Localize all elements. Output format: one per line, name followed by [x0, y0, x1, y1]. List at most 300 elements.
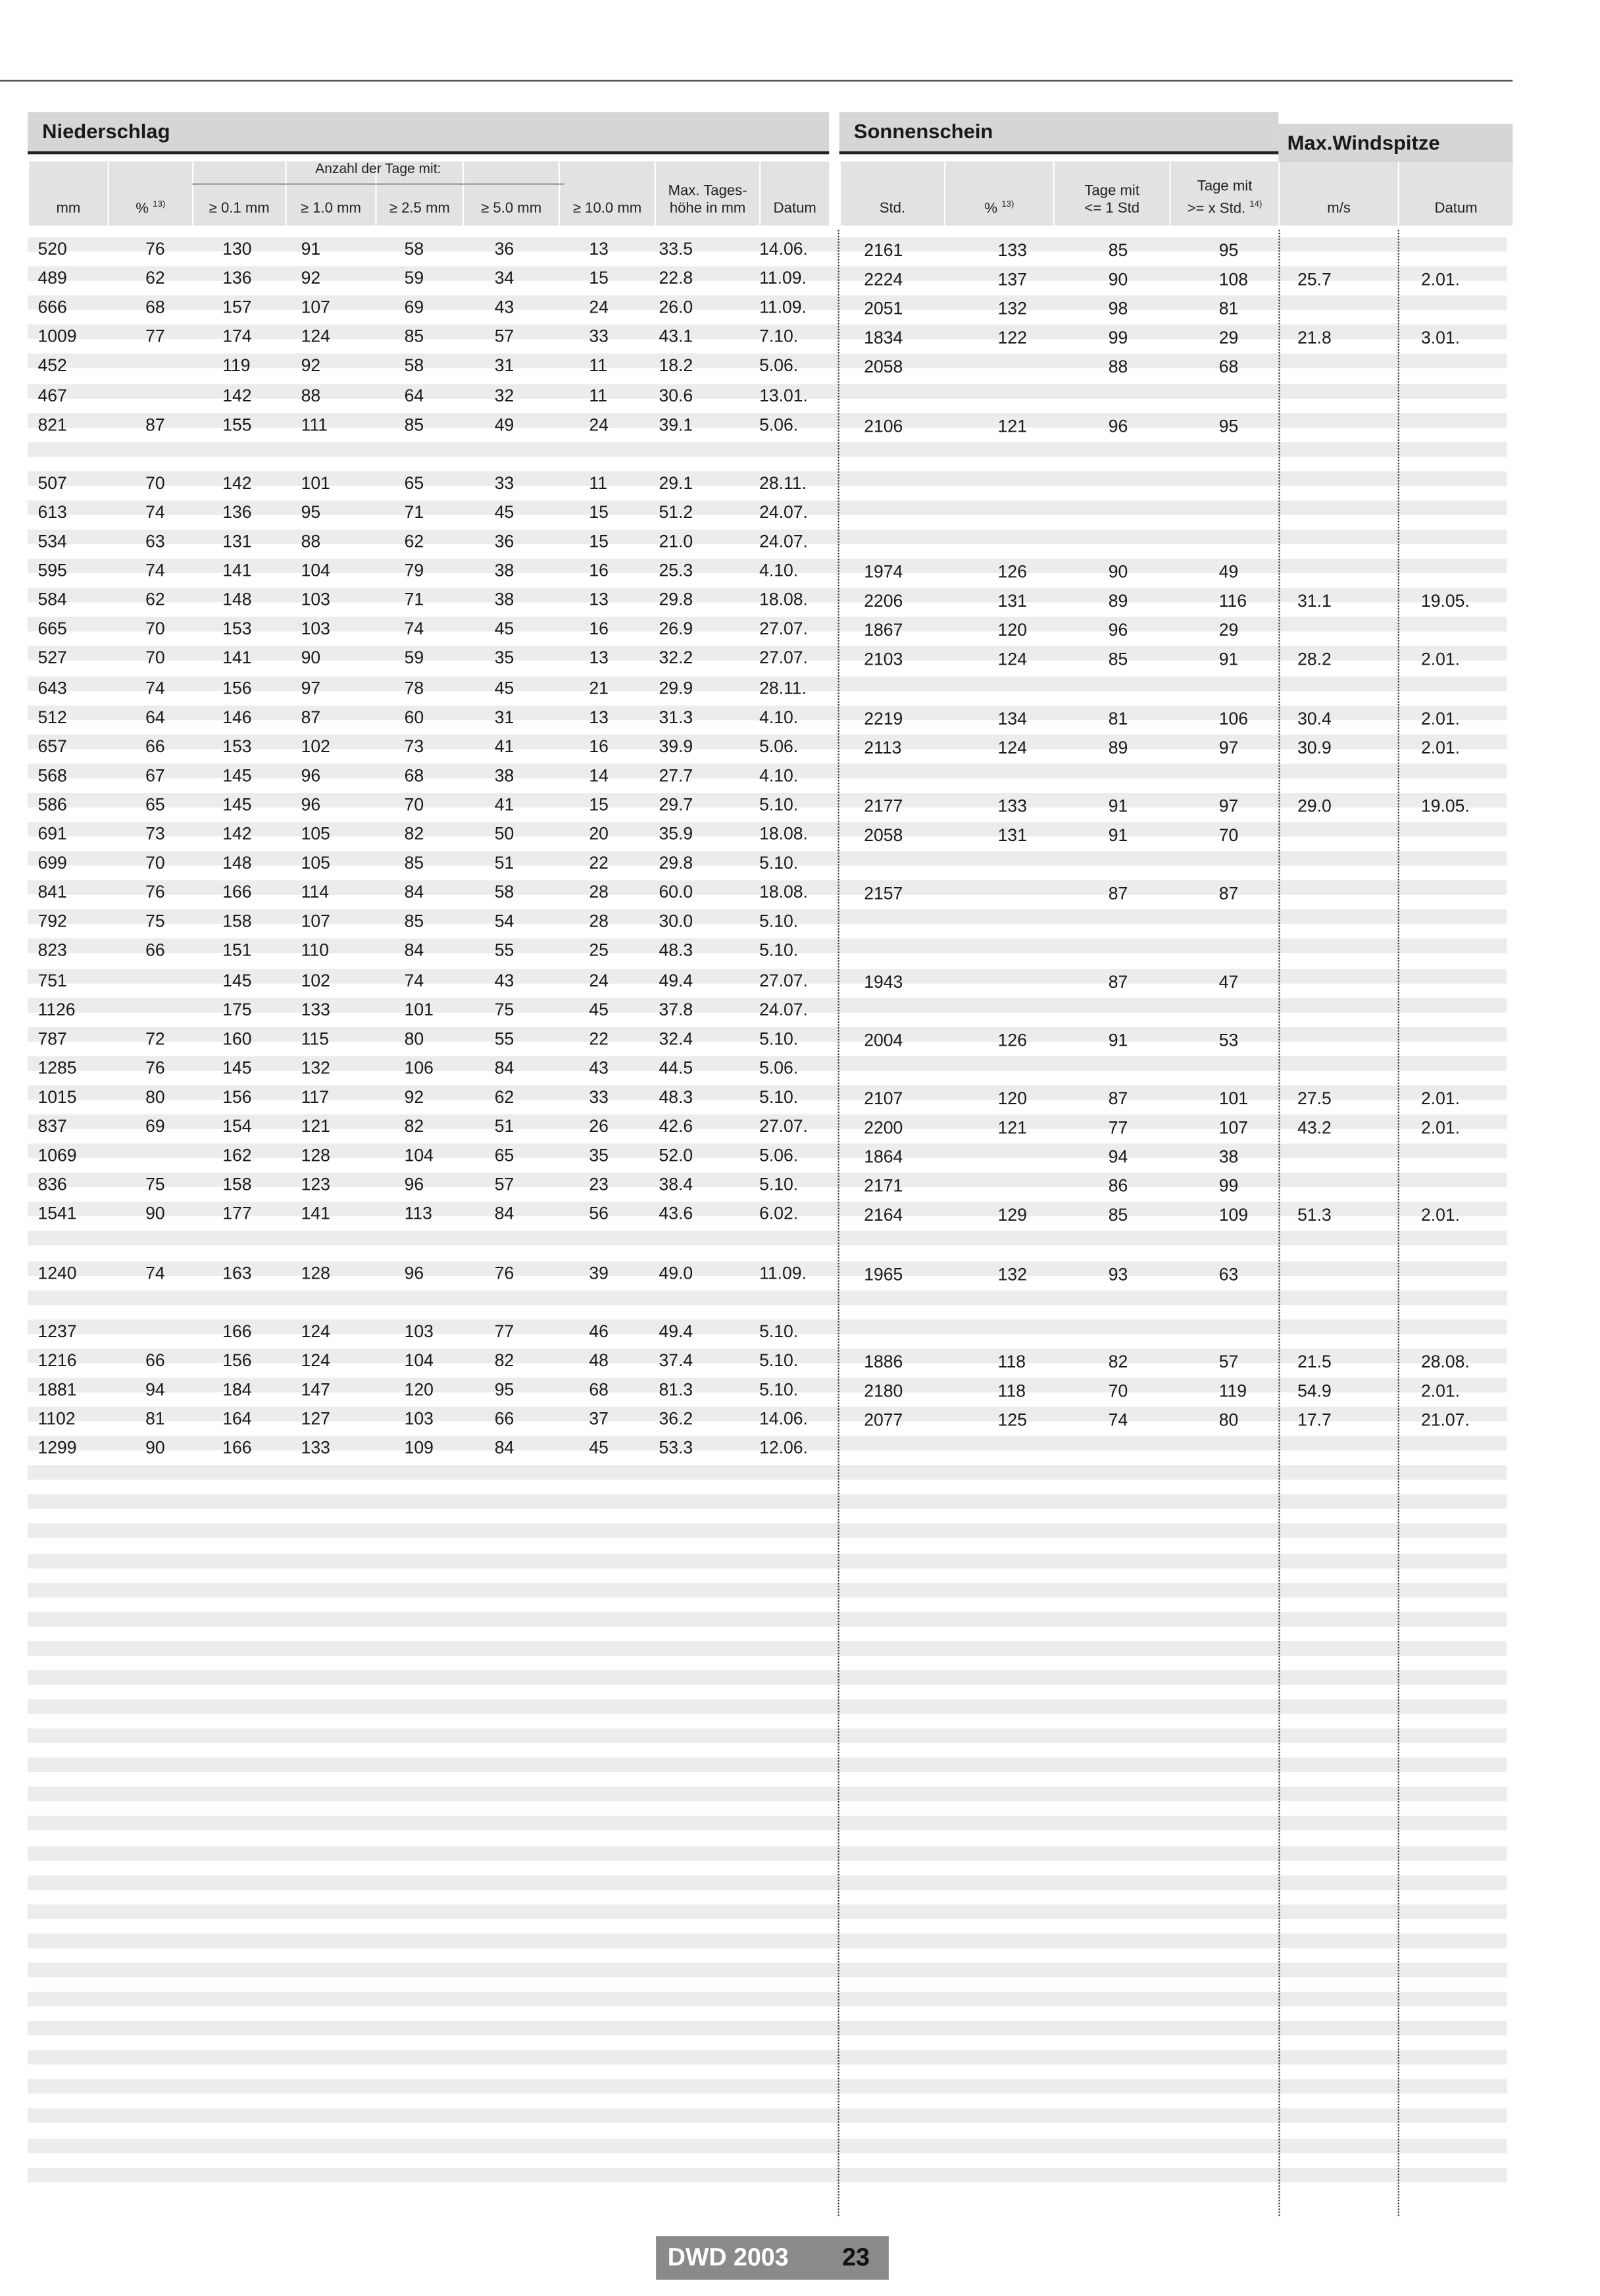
row-stripe [28, 442, 1507, 456]
cell-std: 2106 [864, 415, 903, 436]
cell-d100: 20 [589, 823, 609, 844]
cell-d50: 84 [494, 1204, 514, 1225]
header-d01: ≥ 0.1 mm [192, 161, 285, 225]
cell-d50: 57 [494, 1174, 514, 1195]
cell-ms: 31.1 [1297, 591, 1332, 611]
cell-t1: 91 [1108, 825, 1128, 846]
cell-std: 1886 [864, 1351, 903, 1372]
row-stripe [28, 1466, 1507, 1480]
cell-datum: 27.07. [759, 969, 808, 990]
cell-datum: 11.09. [759, 268, 807, 288]
cell-wdatum: 2.01. [1421, 1088, 1461, 1109]
row-stripe [28, 1524, 1507, 1539]
cell-t1: 87 [1108, 971, 1128, 992]
cell-pct: 66 [145, 940, 165, 961]
cell-d25: 73 [404, 736, 424, 756]
cell-d10: 133 [301, 998, 330, 1019]
cell-d50: 45 [494, 619, 514, 640]
cell-d50: 58 [494, 882, 514, 903]
cell-d25: 85 [404, 326, 424, 347]
cell-spct: 122 [997, 328, 1027, 349]
cell-d50: 49 [494, 414, 514, 435]
row-stripe [28, 2079, 1507, 2094]
cell-t1: 87 [1108, 1088, 1128, 1109]
cell-d10: 123 [301, 1174, 330, 1195]
cell-pct: 63 [145, 530, 165, 551]
cell-mm: 1102 [38, 1408, 76, 1429]
cell-wdatum: 2.01. [1421, 269, 1461, 290]
cell-max: 39.9 [659, 736, 693, 756]
cell-d25: 96 [404, 1262, 424, 1283]
cell-d01: 174 [222, 326, 252, 347]
top-rule [0, 80, 1512, 82]
cell-d01: 153 [222, 736, 252, 756]
cell-mm: 613 [38, 501, 67, 523]
cell-max: 49.4 [659, 1320, 693, 1341]
cell-std: 2180 [864, 1380, 903, 1401]
cell-d01: 136 [222, 501, 252, 523]
cell-std: 2224 [864, 269, 903, 290]
cell-t2: 97 [1218, 796, 1239, 817]
cell-t2: 29 [1218, 620, 1239, 641]
cell-d50: 76 [494, 1262, 514, 1283]
cell-std: 2058 [864, 825, 903, 846]
cell-t2: 68 [1218, 357, 1239, 378]
cell-ms: 21.8 [1297, 328, 1332, 349]
header-group-anzahl: Anzahl der Tage mit: [315, 161, 441, 178]
cell-d10: 111 [301, 414, 328, 435]
cell-d25: 82 [404, 1115, 424, 1136]
cell-d01: 184 [222, 1379, 252, 1400]
cell-ms: 29.0 [1297, 796, 1332, 817]
cell-datum: 14.06. [759, 1408, 808, 1429]
cell-datum: 5.10. [759, 1086, 799, 1108]
cell-t1: 87 [1108, 883, 1128, 904]
cell-d50: 45 [494, 501, 514, 523]
cell-max: 37.4 [659, 1350, 693, 1371]
cell-datum: 13.01. [759, 384, 808, 405]
cell-mm: 691 [38, 823, 67, 844]
cell-d10: 117 [301, 1086, 329, 1108]
cell-t1: 81 [1108, 707, 1128, 728]
row-stripe [28, 1933, 1507, 1948]
cell-t1: 99 [1108, 328, 1128, 349]
cell-mm: 1240 [38, 1262, 77, 1283]
cell-max: 43.1 [659, 326, 693, 347]
section-title-sonnenschein: Sonnenschein [853, 119, 993, 143]
cell-t1: 82 [1108, 1351, 1128, 1372]
row-stripe [28, 1553, 1507, 1568]
cell-t2: 95 [1218, 415, 1239, 436]
cell-max: 29.8 [659, 852, 693, 873]
cell-datum: 4.10. [759, 706, 799, 727]
cell-max: 29.9 [659, 677, 693, 698]
cell-d100: 13 [589, 706, 609, 727]
cell-d25: 82 [404, 823, 424, 844]
header-tage-minx: Tage mit >= x Std. $^{14)}$ [1170, 161, 1279, 225]
cell-spct: 120 [997, 620, 1027, 641]
row-stripe [28, 1787, 1507, 1802]
cell-d50: 43 [494, 969, 514, 990]
cell-t2: 87 [1218, 883, 1239, 904]
cell-std: 2077 [864, 1410, 903, 1431]
cell-std: 2206 [864, 591, 903, 611]
cell-pct: 73 [145, 823, 165, 844]
cell-max: 36.2 [659, 1408, 693, 1429]
cell-d25: 79 [404, 560, 424, 581]
cell-d10: 128 [301, 1145, 330, 1166]
cell-d50: 62 [494, 1086, 514, 1108]
row-stripe [28, 1641, 1507, 1655]
cell-max: 26.0 [659, 297, 693, 318]
cell-max: 29.8 [659, 589, 693, 610]
cell-d01: 163 [222, 1262, 252, 1283]
cell-datum: 18.08. [759, 589, 808, 610]
row-stripe [28, 1992, 1507, 2006]
cell-d100: 13 [589, 648, 609, 669]
cell-d100: 56 [589, 1204, 609, 1225]
cell-d01: 156 [222, 1350, 252, 1371]
cell-d25: 85 [404, 414, 424, 435]
cell-datum: 6.02. [759, 1204, 799, 1225]
cell-t1: 98 [1108, 298, 1128, 319]
cell-spct: 124 [997, 737, 1027, 758]
cell-d100: 33 [589, 326, 609, 347]
cell-d01: 119 [222, 355, 251, 376]
separator-wind-datum [1398, 230, 1399, 2216]
header-max: Max. Tages- höhe in mm [655, 161, 759, 225]
cell-wdatum: 19.05. [1421, 591, 1470, 611]
row-stripe [28, 1494, 1507, 1509]
cell-d01: 156 [222, 1086, 252, 1108]
cell-mm: 1285 [38, 1057, 77, 1078]
cell-d25: 104 [404, 1350, 434, 1371]
cell-datum: 5.06. [759, 355, 799, 376]
cell-max: 30.6 [659, 384, 693, 405]
cell-d50: 54 [494, 911, 514, 932]
cell-d10: 104 [301, 560, 330, 581]
cell-pct: 76 [145, 238, 165, 259]
cell-t2: 108 [1218, 269, 1249, 290]
cell-d50: 45 [494, 677, 514, 698]
cell-ms: 51.3 [1297, 1205, 1332, 1226]
cell-max: 37.8 [659, 998, 693, 1019]
cell-spct: 124 [997, 649, 1027, 670]
cell-mm: 657 [38, 736, 67, 756]
cell-d10: 127 [301, 1408, 330, 1429]
cell-ms: 54.9 [1297, 1380, 1332, 1401]
cell-datum: 18.08. [759, 882, 808, 903]
cell-d100: 68 [589, 1379, 609, 1400]
cell-d25: 106 [404, 1057, 434, 1078]
cell-mm: 1299 [38, 1437, 77, 1458]
cell-ms: 30.4 [1297, 707, 1332, 728]
cell-spct: 126 [997, 561, 1027, 582]
cell-d01: 158 [222, 1174, 252, 1195]
cell-d01: 164 [222, 1408, 252, 1429]
cell-mm: 1881 [38, 1379, 77, 1400]
row-stripe [28, 2021, 1507, 2035]
cell-d25: 59 [404, 648, 424, 669]
cell-std: 2004 [864, 1029, 903, 1050]
cell-d01: 154 [222, 1115, 252, 1136]
cell-d100: 45 [589, 1437, 609, 1458]
cell-d10: 96 [301, 765, 321, 786]
row-stripe [28, 2051, 1507, 2065]
cell-wdatum: 21.07. [1421, 1410, 1470, 1431]
cell-t1: 91 [1108, 796, 1128, 817]
cell-d100: 28 [589, 882, 609, 903]
cell-pct: 74 [145, 560, 165, 581]
cell-d10: 124 [301, 1350, 330, 1371]
separator-sonnenschein [838, 230, 839, 2216]
cell-d10: 92 [301, 355, 321, 376]
cell-mm: 751 [38, 969, 67, 990]
separator-windspitze [1278, 230, 1280, 2216]
cell-spct: 121 [997, 415, 1027, 436]
cell-d10: 96 [301, 794, 321, 815]
cell-pct: 90 [145, 1437, 165, 1458]
cell-d10: 115 [301, 1028, 329, 1049]
cell-pct: 80 [145, 1086, 165, 1108]
cell-datum: 5.10. [759, 1379, 799, 1400]
cell-t1: 85 [1108, 240, 1128, 261]
cell-d01: 142 [222, 384, 252, 405]
cell-datum: 14.06. [759, 238, 808, 259]
cell-d01: 130 [222, 238, 252, 259]
section-title-windspitze: Max.Windspitze [1287, 130, 1440, 155]
cell-t2: 109 [1218, 1205, 1249, 1226]
cell-d10: 107 [301, 911, 330, 932]
cell-d25: 64 [404, 384, 424, 405]
cell-spct: 132 [997, 1263, 1027, 1285]
cell-pct: 67 [145, 765, 165, 786]
cell-t2: 107 [1218, 1117, 1249, 1138]
header-pct-sonnenschein: % $^{13)}$ [944, 161, 1053, 225]
cell-d01: 145 [222, 794, 252, 815]
row-stripe [28, 1904, 1507, 1918]
cell-t1: 96 [1108, 415, 1128, 436]
cell-d50: 57 [494, 326, 514, 347]
cell-d50: 84 [494, 1437, 514, 1458]
cell-wdatum: 2.01. [1421, 1205, 1461, 1226]
cell-d25: 78 [404, 677, 424, 698]
cell-t2: 53 [1218, 1029, 1239, 1050]
cell-std: 1864 [864, 1146, 903, 1167]
cell-std: 2171 [864, 1175, 903, 1196]
cell-datum: 18.08. [759, 823, 808, 844]
cell-pct: 81 [145, 1408, 165, 1429]
cell-datum: 5.10. [759, 852, 799, 873]
cell-d50: 41 [494, 736, 514, 756]
cell-spct: 118 [997, 1351, 1026, 1372]
cell-pct: 65 [145, 794, 165, 815]
cell-std: 2103 [864, 649, 903, 670]
cell-d10: 107 [301, 297, 330, 318]
cell-d50: 36 [494, 530, 514, 551]
cell-spct: 118 [997, 1380, 1026, 1401]
cell-max: 52.0 [659, 1145, 693, 1166]
cell-max: 38.4 [659, 1174, 693, 1195]
cell-t2: 101 [1218, 1088, 1249, 1109]
cell-mm: 823 [38, 940, 67, 961]
cell-mm: 699 [38, 852, 67, 873]
cell-std: 1943 [864, 971, 903, 992]
cell-d100: 48 [589, 1350, 609, 1371]
section-bar-sonnenschein [839, 112, 1279, 154]
cell-mm: 1015 [38, 1086, 77, 1108]
cell-datum: 4.10. [759, 765, 799, 786]
cell-t2: 116 [1218, 591, 1247, 611]
cell-max: 48.3 [659, 1086, 693, 1108]
cell-t1: 70 [1108, 1380, 1128, 1401]
cell-mm: 821 [38, 414, 67, 435]
cell-mm: 787 [38, 1028, 67, 1049]
cell-t1: 94 [1108, 1146, 1128, 1167]
cell-d01: 142 [222, 472, 252, 494]
row-stripe [28, 2108, 1507, 2123]
cell-d01: 131 [222, 530, 252, 551]
cell-mm: 467 [38, 384, 67, 405]
row-stripe [28, 1231, 1507, 1246]
cell-d100: 24 [589, 414, 609, 435]
cell-d25: 74 [404, 969, 424, 990]
cell-d50: 75 [494, 998, 514, 1019]
cell-d100: 16 [589, 619, 609, 640]
cell-datum: 11.09. [759, 297, 807, 318]
cell-datum: 28.11. [759, 472, 807, 494]
cell-d50: 41 [494, 794, 514, 815]
header-datum-wind: Datum [1398, 161, 1513, 225]
cell-d50: 35 [494, 648, 514, 669]
cell-datum: 7.10. [759, 326, 799, 347]
cell-t1: 88 [1108, 357, 1128, 378]
cell-t2: 91 [1218, 649, 1239, 670]
footer-label: DWD 2003 [667, 2243, 789, 2272]
cell-pct: 64 [145, 706, 165, 727]
cell-d100: 11 [589, 355, 607, 376]
cell-d25: 59 [404, 268, 424, 288]
cell-t2: 119 [1218, 1380, 1247, 1401]
cell-mm: 1009 [38, 326, 77, 347]
cell-d01: 136 [222, 268, 252, 288]
cell-d01: 151 [222, 940, 252, 961]
section-bar-windspitze [1278, 124, 1512, 165]
cell-mm: 489 [38, 268, 67, 288]
cell-pct: 62 [145, 268, 165, 288]
row-stripe [28, 1962, 1507, 1977]
cell-d100: 26 [589, 1115, 609, 1136]
row-stripe [28, 1699, 1507, 1714]
cell-d50: 31 [494, 706, 514, 727]
cell-d100: 25 [589, 940, 609, 961]
cell-t1: 89 [1108, 591, 1128, 611]
row-stripe [28, 1875, 1507, 1889]
cell-datum: 5.06. [759, 414, 799, 435]
cell-datum: 27.07. [759, 619, 808, 640]
cell-d25: 85 [404, 911, 424, 932]
cell-max: 81.3 [659, 1379, 693, 1400]
cell-std: 2161 [864, 240, 903, 261]
cell-mm: 568 [38, 765, 67, 786]
cell-d100: 37 [589, 1408, 609, 1429]
cell-d100: 39 [589, 1262, 609, 1283]
cell-mm: 836 [38, 1174, 67, 1195]
cell-d01: 145 [222, 765, 252, 786]
cell-pct: 70 [145, 472, 165, 494]
cell-d10: 133 [301, 1437, 330, 1458]
cell-mm: 1541 [38, 1204, 77, 1225]
cell-d10: 121 [301, 1115, 330, 1136]
cell-mm: 534 [38, 530, 67, 551]
cell-mm: 665 [38, 619, 67, 640]
cell-mm: 1237 [38, 1320, 77, 1341]
cell-mm: 643 [38, 677, 67, 698]
cell-d100: 16 [589, 560, 609, 581]
cell-d10: 101 [301, 472, 330, 494]
cell-d01: 156 [222, 677, 252, 698]
header-group-rule [192, 184, 564, 185]
cell-mm: 1126 [38, 998, 76, 1019]
cell-d50: 32 [494, 384, 514, 405]
cell-d10: 88 [301, 530, 321, 551]
cell-d25: 58 [404, 238, 424, 259]
cell-d25: 65 [404, 472, 424, 494]
cell-d50: 51 [494, 852, 514, 873]
cell-mm: 584 [38, 589, 67, 610]
cell-wdatum: 2.01. [1421, 737, 1461, 758]
cell-wdatum: 19.05. [1421, 796, 1470, 817]
footer-badge [656, 2236, 889, 2280]
cell-d01: 162 [222, 1145, 252, 1166]
row-stripe [28, 2138, 1507, 2153]
cell-d100: 22 [589, 1028, 609, 1049]
cell-max: 26.9 [659, 619, 693, 640]
cell-d25: 96 [404, 1174, 424, 1195]
cell-ms: 30.9 [1297, 737, 1332, 758]
cell-d25: 103 [404, 1408, 434, 1429]
cell-datum: 5.10. [759, 1028, 799, 1049]
cell-max: 43.6 [659, 1204, 693, 1225]
cell-d25: 120 [404, 1379, 434, 1400]
cell-d50: 82 [494, 1350, 514, 1371]
cell-pct: 74 [145, 501, 165, 523]
cell-pct: 68 [145, 297, 165, 318]
cell-d100: 33 [589, 1086, 609, 1108]
cell-pct: 94 [145, 1379, 165, 1400]
cell-t1: 91 [1108, 1029, 1128, 1050]
cell-std: 2113 [864, 737, 902, 758]
cell-d50: 51 [494, 1115, 514, 1136]
cell-d100: 45 [589, 998, 609, 1019]
cell-t1: 86 [1108, 1175, 1128, 1196]
cell-d25: 71 [404, 501, 424, 523]
cell-ms: 25.7 [1297, 269, 1332, 290]
cell-d100: 46 [589, 1320, 609, 1341]
cell-d25: 109 [404, 1437, 434, 1458]
cell-d01: 177 [222, 1204, 252, 1225]
cell-pct: 66 [145, 736, 165, 756]
cell-std: 1834 [864, 328, 903, 349]
cell-d25: 101 [404, 998, 434, 1019]
cell-d25: 68 [404, 765, 424, 786]
cell-d25: 84 [404, 940, 424, 961]
cell-d01: 141 [222, 648, 252, 669]
cell-d100: 24 [589, 969, 609, 990]
cell-max: 27.7 [659, 765, 693, 786]
cell-pct: 75 [145, 911, 165, 932]
cell-d25: 103 [404, 1320, 434, 1341]
